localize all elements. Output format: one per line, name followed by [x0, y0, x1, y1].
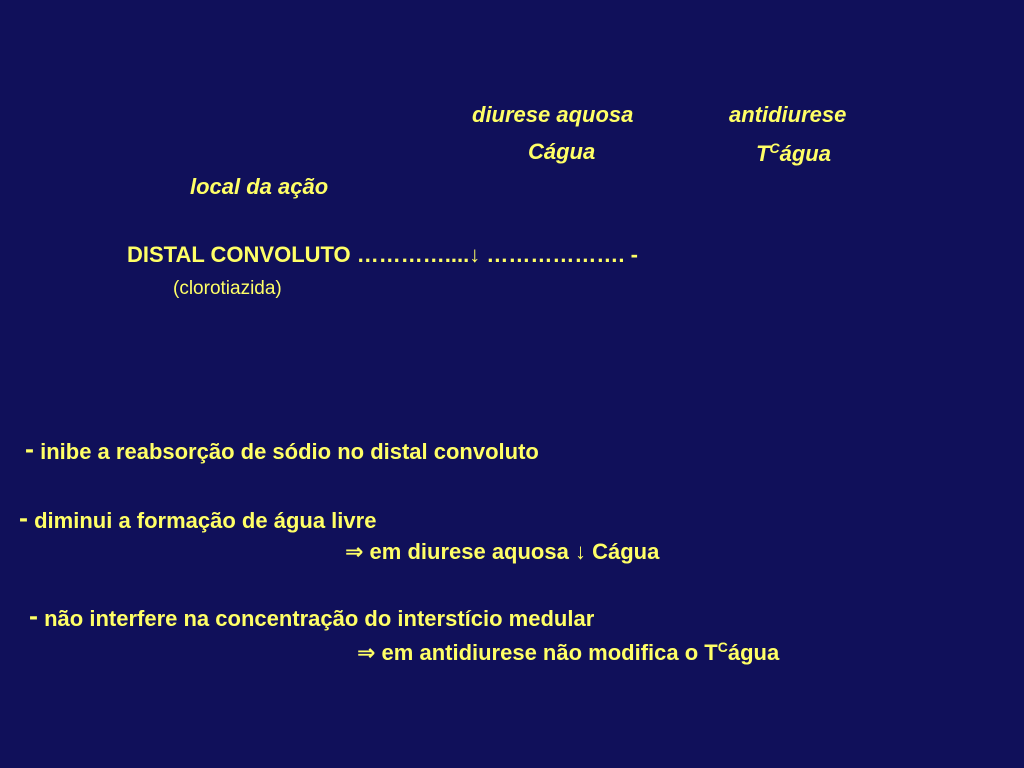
point-3 — [29, 603, 594, 630]
point-1 — [25, 436, 539, 463]
point-3-consequence-suffix: água — [727, 640, 780, 665]
point-3-dash: - — [29, 601, 38, 631]
point-2-text: diminui a formação de água livre — [28, 508, 377, 533]
tcagua-prefix: T — [756, 141, 770, 166]
point-3-consequence-prefix: ⇒ em antidiurese não modifica o T — [357, 640, 718, 665]
tcagua-superscript: C — [769, 140, 780, 156]
point-3-consequence — [357, 640, 779, 664]
tcagua-suffix: água — [779, 141, 831, 166]
drug-name: (clorotiazida) — [173, 278, 282, 299]
header-tcagua — [756, 141, 831, 165]
point-3-text: não interfere na concentração do interstício medular — [38, 606, 595, 631]
header-cagua: Cágua — [528, 139, 596, 164]
header-antidiurese: antidiurese — [729, 102, 847, 127]
point-2-dash: - — [19, 503, 28, 533]
point-2-consequence: ⇒ em diurese aquosa ↓ Cágua — [345, 539, 660, 564]
distal-convoluto-row: DISTAL CONVOLUTO …………....↓ ………………. - — [127, 242, 638, 267]
local-da-acao-label: local da ação — [190, 174, 329, 199]
point-1-dash: - — [25, 434, 34, 464]
point-1-text: inibe a reabsorção de sódio no distal convoluto — [34, 439, 539, 464]
header-diurese-aquosa: diurese aquosa — [472, 102, 634, 127]
point-3-superscript: C — [717, 639, 728, 655]
point-2 — [19, 505, 376, 532]
